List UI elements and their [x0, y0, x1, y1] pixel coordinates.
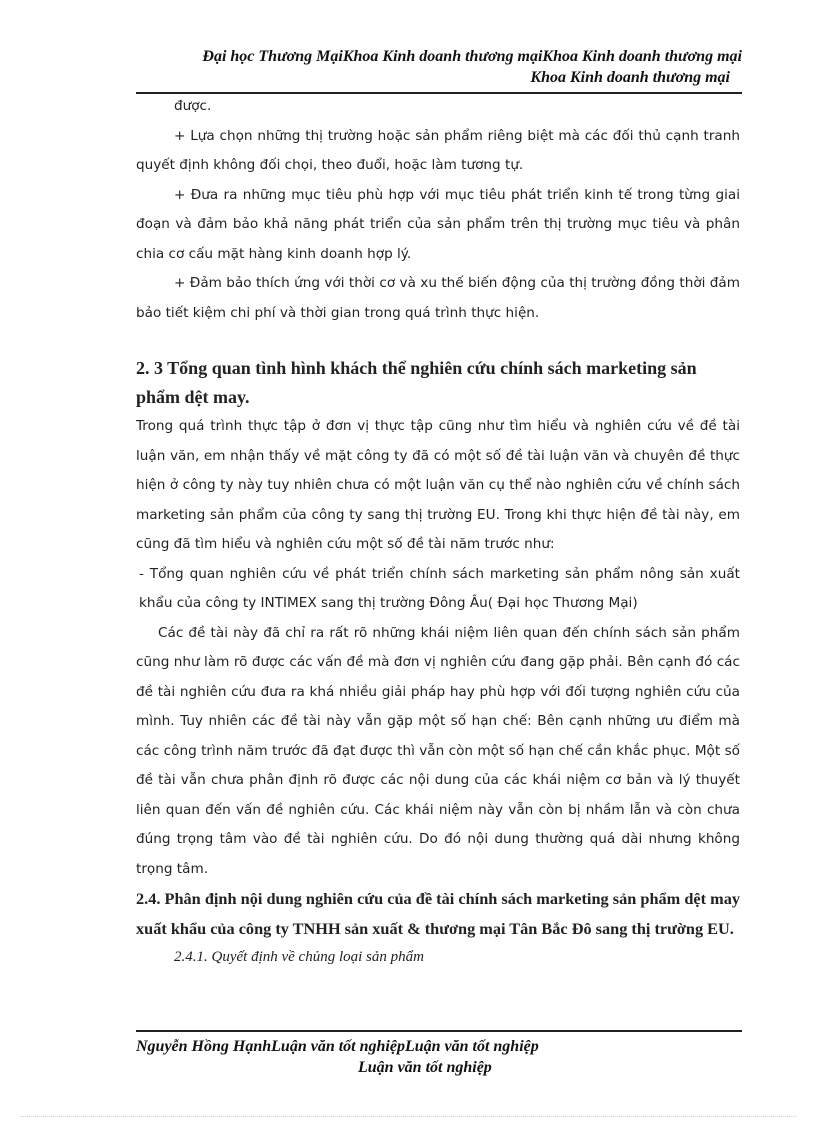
- paragraph-overview: Trong quá trình thực tập ở đơn vị thực tập cũng như tìm hiểu và nghiên cứu về đề tài luận văn, em nhận thấy về mặt công ty đã có một số đề tài luận văn và chuyên đề thực hiện ở công ty này tuy nhiên chưa có một luận văn cụ thể nào nghiên cứu về chính sách marketing sản phẩm của công ty sang thị trường EU. Trong khi thực hiện đề tài này, em cũng đã tìm hiểu và nghiên cứu một số đề tài năm trước như:: [136, 418, 740, 552]
- footer-line-2: Luận văn tốt nghiệp: [358, 1059, 492, 1076]
- page-footer: [136, 1036, 742, 1078]
- paragraph-bullet-1: + Lựa chọn những thị trường hoặc sản phẩm riêng biệt mà các đối thủ cạnh tranh quyết định không đối chọi, theo đuổi, hoặc làm tương tự.: [136, 127, 740, 173]
- page-body: [136, 92, 740, 972]
- header-line-1: Đại học Thương MạiKhoa Kinh doanh thương mạiKhoa Kinh doanh thương mại: [202, 48, 742, 65]
- subsection-heading-2-4-1: 2.4.1. Quyết định về chủng loại sản phẩm: [174, 949, 424, 965]
- paragraph-assessment: Các đề tài này đã chỉ ra rất rõ những khái niệm liên quan đến chính sách sản phẩm cũng như làm rõ được các vấn đề mà đơn vị nghiên cứu đang gặp phải. Bên cạnh đó các đề tài nghiên cứu đưa ra khá nhiều giải pháp hay phù hợp với đối tượng nghiên cứu của mình. Tuy nhiên các đề tài này vẫn gặp một số hạn chế: Bên cạnh những ưu điểm mà các công trình năm trước đã đạt được thì vẫn còn một số hạn chế cần khắc phục. Một số đề tài vẫn chưa phân định rõ được các nội dung của các khái niệm cơ bản và lý thuyết liên quan đến vấn đề nghiên cứu. Các khái niệm này vẫn còn bị nhầm lẫn và còn chưa đúng trọng tâm vào đề tài nghiên cứu. Do đó nội dung thường quá dài nhưng không trọng tâm.: [136, 624, 740, 877]
- paragraph-continuation: được.: [174, 98, 212, 114]
- page-bottom-border: [20, 1116, 796, 1117]
- paragraph-bullet-2: + Đưa ra những mục tiêu phù hợp với mục tiêu phát triển kinh tế trong từng giai đoạn và đảm bảo khả năng phát triển của sản phẩm trên thị trường mục tiêu và phân chia cơ cấu mặt hàng kinh doanh hợp lý.: [136, 186, 740, 262]
- paragraph-reference-item: - Tổng quan nghiên cứu về phát triển chính sách marketing sản phẩm nông sản xuất khẩu của công ty INTIMEX sang thị trường Đông Âu( Đại học Thương Mại): [139, 565, 740, 611]
- section-heading-2-3: 2. 3 Tổng quan tình hình khách thể nghiên cứu chính sách marketing sản phẩm dệt may.: [136, 358, 697, 407]
- footer-divider: [136, 1030, 742, 1032]
- paragraph-bullet-3: + Đảm bảo thích ứng với thời cơ và xu thế biến động của thị trường đồng thời đảm bảo tiết kiệm chi phí và thời gian trong quá trình thực hiện.: [136, 275, 740, 321]
- footer-line-1: Nguyễn Hồng HạnhLuận văn tốt nghiệpLuận văn tốt nghiệp: [136, 1038, 539, 1055]
- section-heading-2-4: 2.4. Phân định nội dung nghiên cứu của đề tài chính sách marketing sản phẩm dệt may xuất khẩu của công ty TNHH sản xuất & thương mại Tân Bắc Đô sang thị trường EU.: [136, 889, 740, 938]
- header-line-2: Khoa Kinh doanh thương mại: [530, 69, 730, 86]
- page-header: [120, 46, 742, 88]
